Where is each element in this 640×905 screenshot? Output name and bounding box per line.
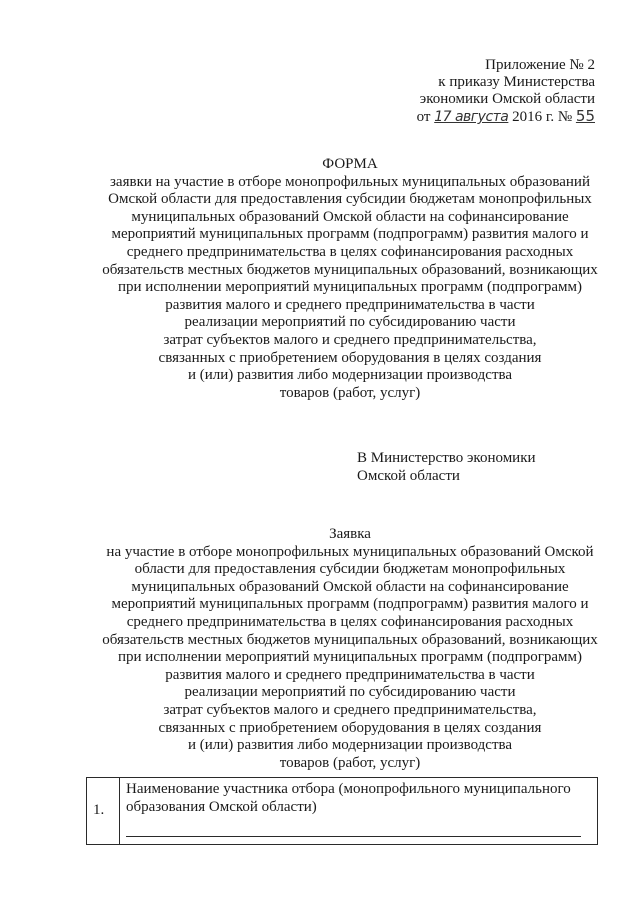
forma-line: товаров (работ, услуг) (279, 384, 421, 401)
application-line: муниципальных образований Омской области на софинансирование (131, 578, 569, 595)
addressee-line: Омской области (357, 467, 460, 484)
addressee-block (357, 450, 536, 485)
forma-line: реализации мероприятий по субсидированию части (184, 314, 516, 331)
application-line: среднего предпринимательства в целях софинансирования расходных (126, 613, 574, 630)
forma-line: заявки на участие в отборе монопрофильных муниципальных образований (110, 173, 590, 190)
forma-heading-block (70, 156, 630, 402)
application-line: на участие в отборе монопрофильных муниципальных образований Омской (106, 543, 594, 560)
application-title: Заявка (329, 526, 371, 542)
forma-line: при исполнении мероприятий муниципальных программ (подпрограмм) (118, 279, 582, 296)
application-form-table (86, 777, 598, 845)
participant-name-label: Наименование участника отбора (монопрофильного муниципального (126, 781, 571, 797)
participant-name-cell (120, 778, 598, 845)
attachment-header (417, 57, 595, 126)
application-line: развития малого и среднего предпринимательства в части (165, 666, 535, 683)
participant-name-field[interactable] (126, 836, 581, 837)
application-line: реализации мероприятий по субсидированию части (184, 684, 516, 701)
date-prefix: от (416, 109, 431, 125)
application-line: области для предоставления субсидии бюджетам монопрофильных (134, 561, 566, 578)
application-line: и (или) развития либо модернизации производства (187, 737, 513, 754)
forma-line: среднего предпринимательства в целях софинансирования расходных (126, 243, 574, 260)
row-number: 1. (87, 778, 120, 845)
attachment-date-line (417, 108, 595, 126)
attachment-title: Приложение № 2 (485, 57, 595, 73)
application-line: при исполнении мероприятий муниципальных программ (подпрограмм) (118, 649, 582, 666)
handwritten-date: 17 августа (434, 109, 509, 125)
application-heading-block (70, 526, 630, 772)
forma-line: и (или) развития либо модернизации производства (187, 367, 513, 384)
handwritten-order-number: 55 (575, 107, 595, 125)
participant-name-label: образования Омской области) (126, 798, 317, 815)
date-year: 2016 г. № (512, 109, 573, 125)
addressee-line: В Министерство экономики (357, 450, 536, 466)
forma-line: обязательств местных бюджетов муниципальных образований, возникающих (102, 261, 598, 278)
application-line: связанных с приобретением оборудования в целях создания (158, 719, 542, 736)
application-line: обязательств местных бюджетов муниципальных образований, возникающих (102, 631, 598, 648)
forma-line: связанных с приобретением оборудования в целях создания (158, 349, 542, 366)
application-line: товаров (работ, услуг) (279, 754, 421, 771)
forma-line: Омской области для предоставления субсидии бюджетам монопрофильных (108, 191, 592, 208)
forma-title: ФОРМА (322, 156, 378, 172)
forma-line: мероприятий муниципальных программ (подпрограмм) развития малого и (111, 226, 589, 243)
attachment-ministry: экономики Омской области (419, 91, 595, 107)
forma-line: развития малого и среднего предпринимательства в части (165, 296, 535, 313)
forma-line: муниципальных образований Омской области на софинансирование (131, 208, 569, 225)
table-row (87, 778, 598, 845)
application-line: мероприятий муниципальных программ (подпрограмм) развития малого и (111, 596, 589, 613)
application-line: затрат субъектов малого и среднего предпринимательства, (163, 701, 537, 718)
attachment-order-ref: к приказу Министерства (438, 74, 595, 90)
forma-line: затрат субъектов малого и среднего предпринимательства, (163, 331, 537, 348)
